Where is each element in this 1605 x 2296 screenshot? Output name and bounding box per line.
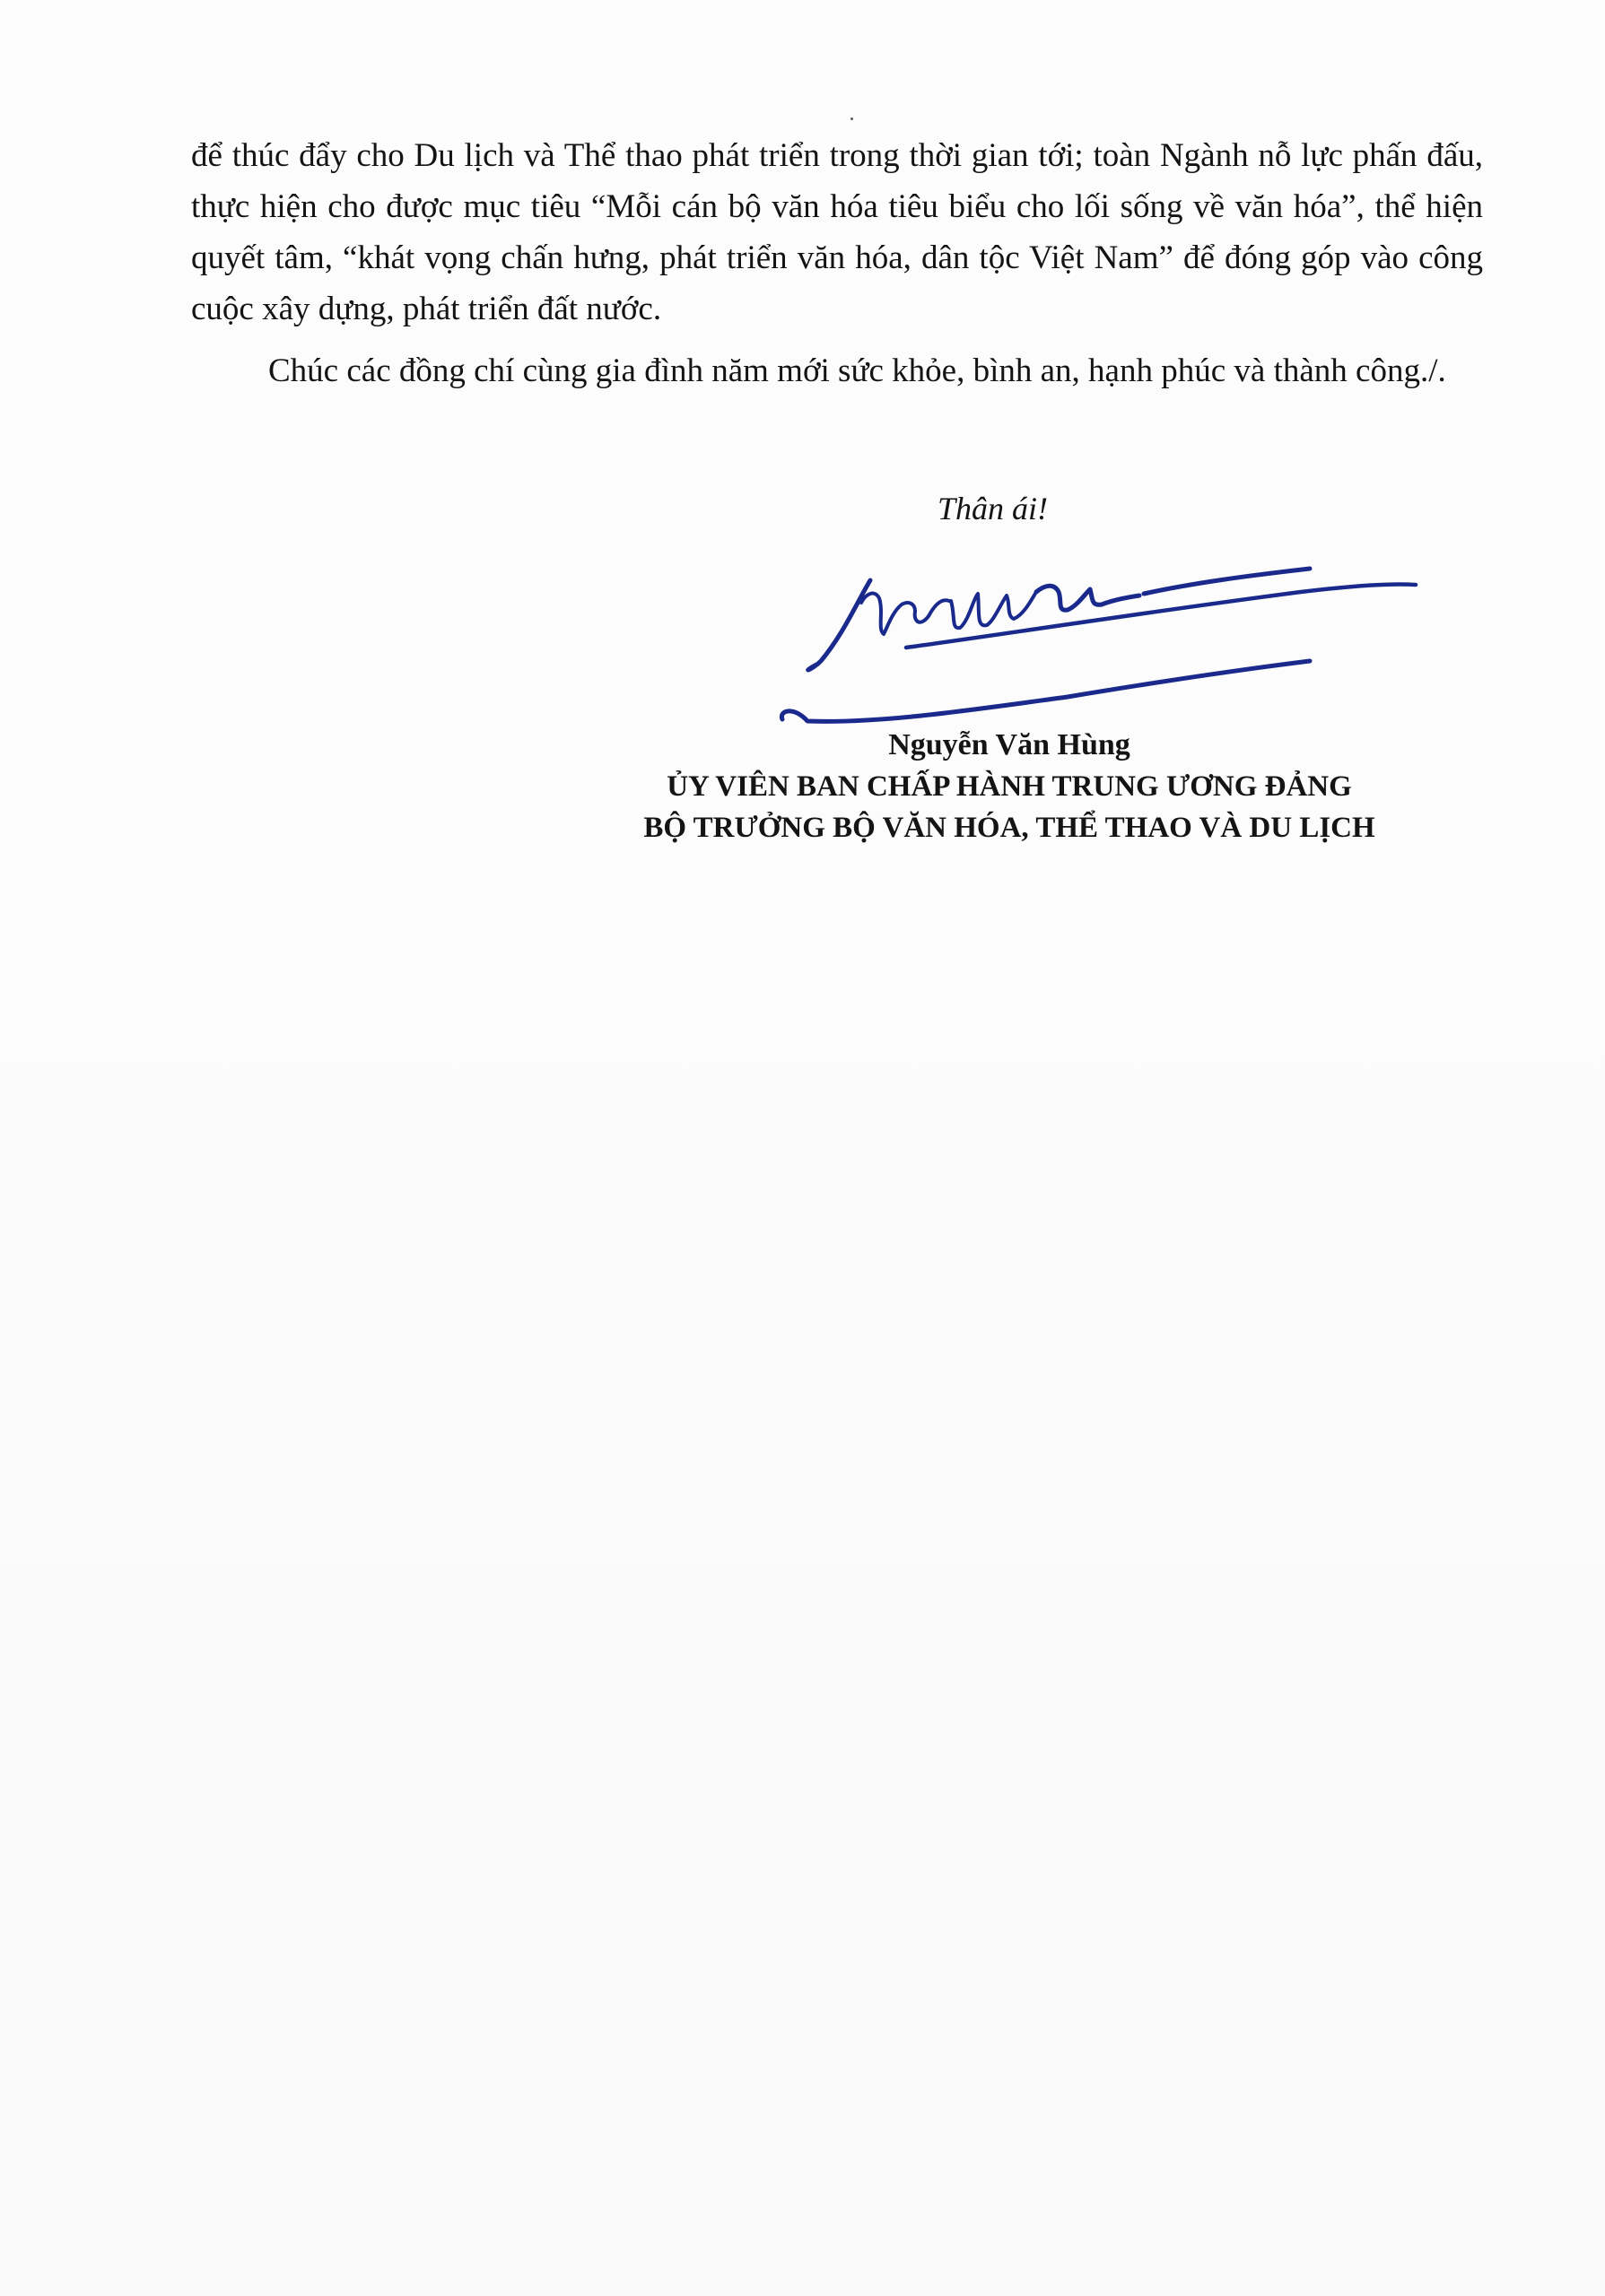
- page-mark: [850, 117, 853, 120]
- handwritten-signature: [772, 549, 1426, 746]
- signer-title-1: ỦY VIÊN BAN CHẤP HÀNH TRUNG ƯƠNG ĐẢNG: [667, 770, 1352, 803]
- signer-block: [538, 725, 1480, 848]
- signer-name: Nguyễn Văn Hùng: [888, 728, 1130, 761]
- letter-body: [191, 130, 1483, 396]
- signer-title-2: BỘ TRƯỞNG BỘ VĂN HÓA, THỂ THAO VÀ DU LỊCH: [643, 812, 1375, 844]
- paragraph-2: Chúc các đồng chí cùng gia đình năm mới sức khỏe, bình an, hạnh phúc và thành công./.: [268, 352, 1446, 389]
- closing-salutation: Thân ái!: [938, 491, 1049, 526]
- paragraph-1: để thúc đẩy cho Du lịch và Thể thao phát triển trong thời gian tới; toàn Ngành nỗ lực phấn đấu, thực hiện cho được mục tiêu “Mỗi cán bộ văn hóa tiêu biểu cho lối sống về văn hóa”, thể hiện quyết tâm, “khát vọng chấn hưng, phát triển văn hóa, dân tộc Việt Nam” để đóng góp vào công cuộc xây dựng, phát triển đất nước.: [191, 137, 1483, 327]
